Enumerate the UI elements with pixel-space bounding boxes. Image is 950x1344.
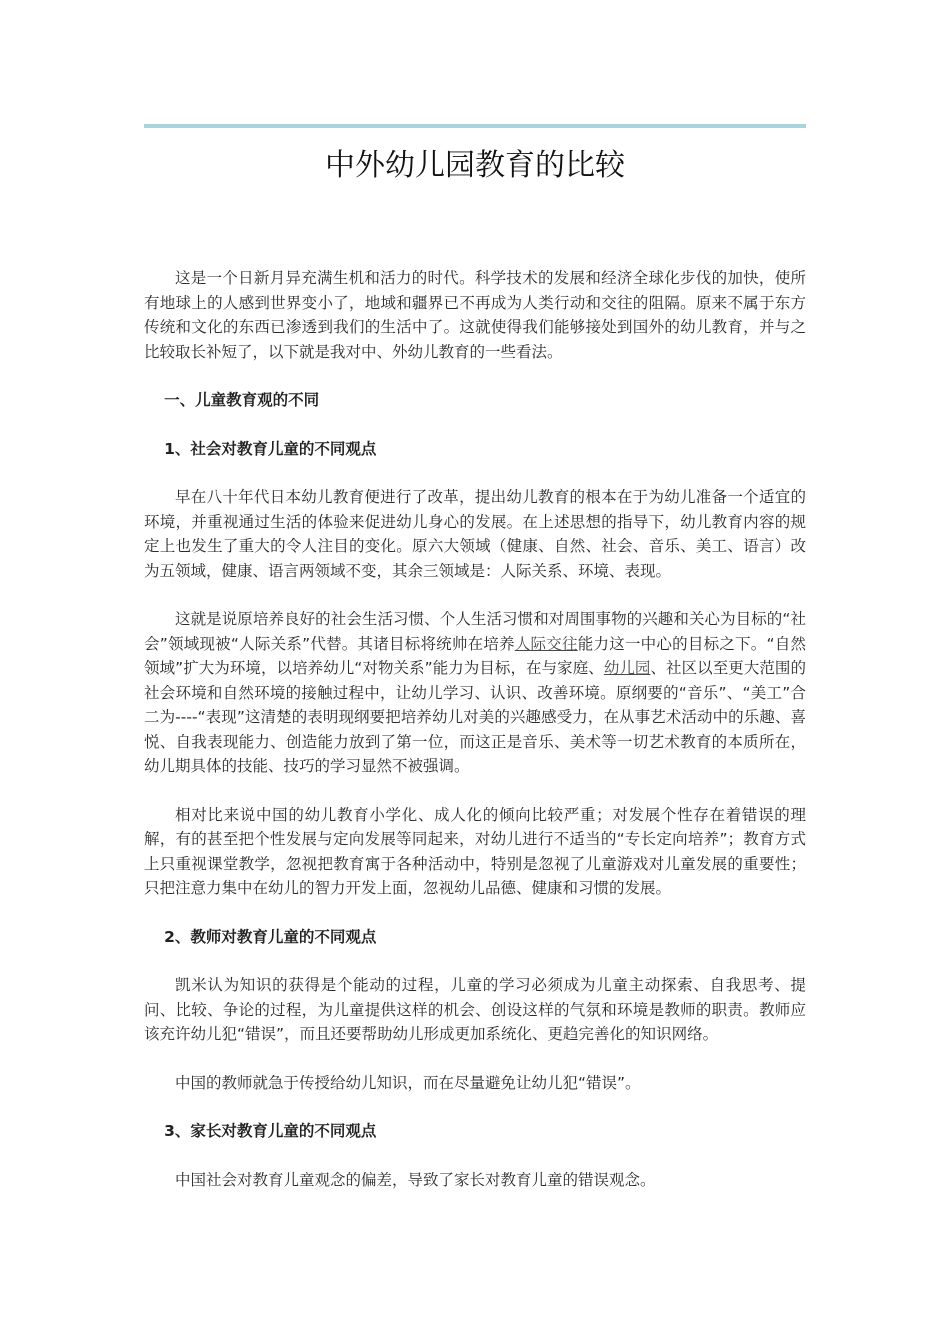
paragraph-domains-text-2: 能力这一中心的目标之下。“自然领域”扩大为环境，以培养幼儿“对物关系”能力为目标，在与家庭、: [144, 634, 806, 677]
subsection-heading-3: 3、家长对教育儿童的不同观点: [164, 1122, 377, 1140]
paragraph-china-teachers: 中国的教师就急于传授给幼儿知识，而在尽量避免让幼儿犯“错误”。: [175, 1073, 641, 1092]
intro-paragraph: 这是一个日新月异充满生机和活力的时代。科学技术的发展和经济全球化步伐的加快，使所有地球上的人感到世界变小了，地域和疆界已不再成为人类行动和交往的阻隔。原来不属于东方传统和文化的东西已渗透到我们的生活中了。这就使得我们能够接处到国外的幼儿教育，并与之比较取长补短了，以下就是我对中、外幼儿教育的一些看法。: [144, 269, 806, 361]
paragraph-japan-reform: 早在八十年代日本幼儿教育便进行了改革，提出幼儿教育的根本在于为幼儿准备一个适宜的环境，并重视通过生活的体验来促进幼儿身心的发展。在上述思想的指导下，幼儿教育内容的规定上也发生了重大的令人注目的变化。原六大领域（健康、自然、社会、音乐、美工、语言）改为五领域，健康、语言两领域不变，其余三领域是：人际关系、环境、表现。: [144, 488, 806, 580]
paragraph-kamii: 凯米认为知识的获得是个能动的过程，儿童的学习必须成为儿童主动探索、自我思考、提问、比较、争论的过程，为儿童提供这样的机会、创设这样的气氛和环境是教师的职责。教师应该充许幼儿犯“错误”，而且还要帮助幼儿形成更加系统化、更趋完善化的知识网络。: [144, 976, 806, 1043]
subsection-heading-1: 1、社会对教育儿童的不同观点: [164, 439, 377, 458]
paragraph-parents: 中国社会对教育儿童观念的偏差，导致了家长对教育儿童的错误观念。: [175, 1170, 656, 1189]
subsection-heading-2: 2、教师对教育儿童的不同观点: [164, 927, 377, 946]
section-heading-1: 一、儿童教育观的不同: [164, 391, 320, 409]
link-interpersonal[interactable]: 人际交往: [514, 634, 578, 653]
link-kindergarten[interactable]: 幼儿园: [603, 659, 651, 677]
document-title: 中外幼儿园教育的比较: [325, 148, 625, 183]
document-body: [144, 266, 806, 1216]
title-top-rule: [144, 124, 806, 128]
paragraph-china-comparison: 相对比来说中国的幼儿教育小学化、成人化的倾向比较严重；对发展个性存在着错误的理解，有的甚至把个性发展与定向发展等同起来，对幼儿进行不适当的“专长定向培养”；教育方式上只重视课堂教学，忽视把教育寓于各种活动中，特别是忽视了儿童游戏对儿童发展的重要性；只把注意力集中在幼儿的智力开发上面，忽视幼儿品德、健康和习惯的发展。: [144, 805, 806, 897]
paragraph-domains-text-3: 、社区以至更大范围的社会环境和自然环境的接触过程中，让幼儿学习、认识、改善环境。原纲要的“音乐”、“美工”合二为----“表现”这清楚的表明现纲要把培养幼儿对美的兴趣感受力，在从事艺术活动中的乐趣、喜悦、自我表现能力、创造能力放到了第一位，而这正是音乐、美术等一切艺术教育的本质所在，幼儿期具体的技能、技巧的学习显然不被强调。: [144, 659, 806, 775]
paragraph-domains: [144, 607, 806, 779]
paragraph-domains-text-1: 这就是说原培养良好的社会生活习惯、个人生活习惯和对周围事物的兴趣和关心为目标的“社会”领域现被“人际关系”代替。其诸目标将统帅在培养: [144, 610, 806, 653]
